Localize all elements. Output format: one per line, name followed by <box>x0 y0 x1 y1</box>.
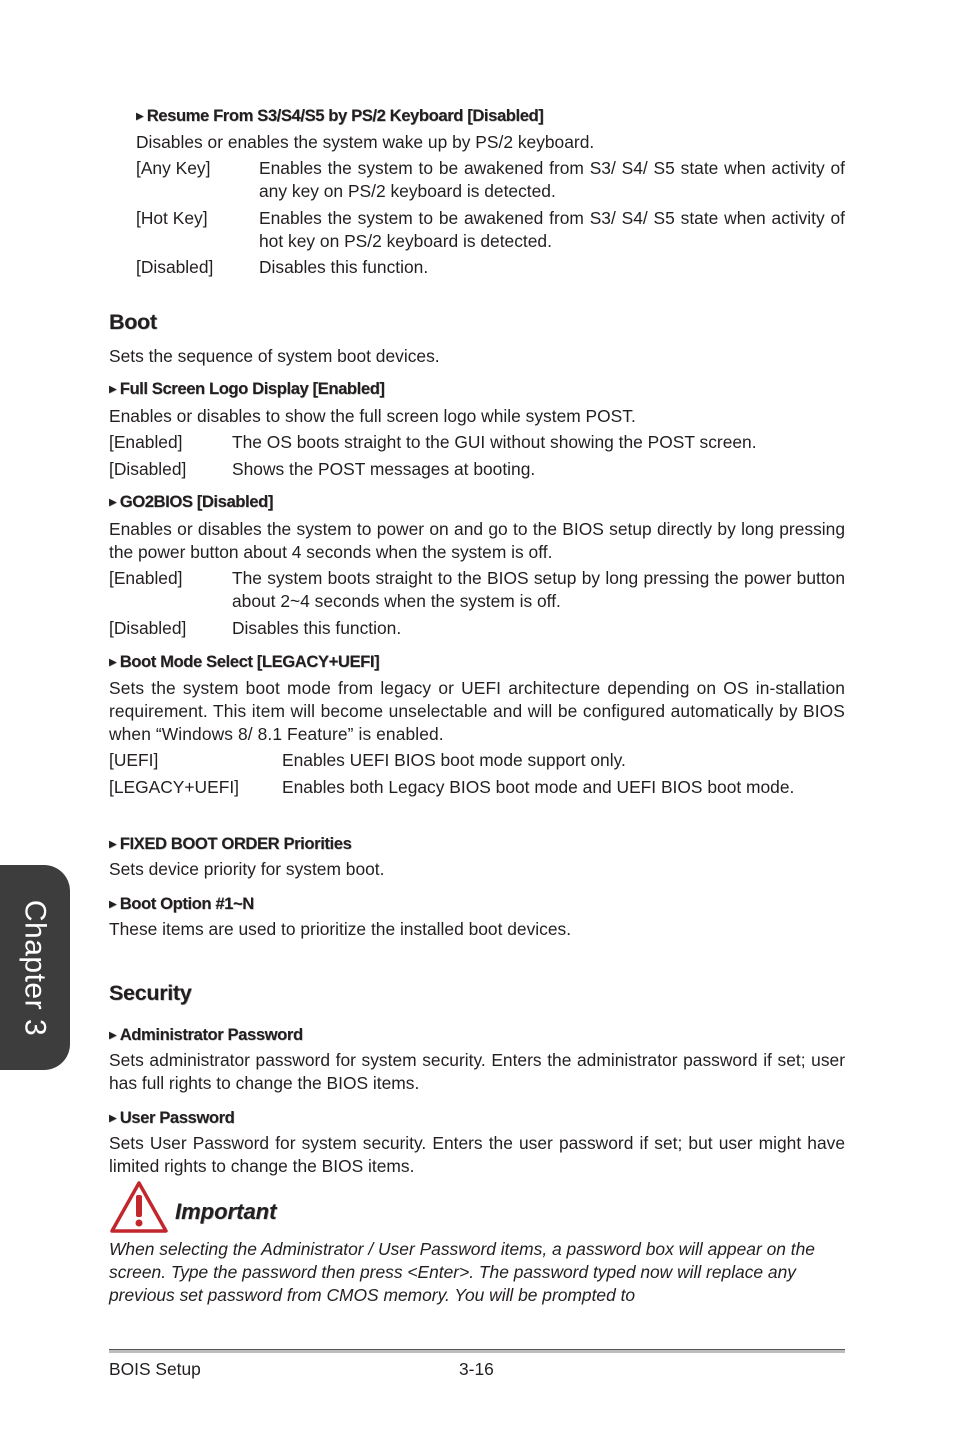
go2bios-desc: Enables or disables the system to power on and go to the BIOS setup directly by long pressing the power button about 4 seconds when the system is off. <box>109 519 845 562</box>
fixed-boot-order-heading <box>109 832 351 856</box>
important-note: When selecting the Administrator / User Password items, a password box will appear on the screen. Type the password then press <Enter>. The password typed now will replace any previous set password from CMOS memory. You will be prompted to <box>109 1239 815 1305</box>
fixed-boot-order-desc: Sets device priority for system boot. <box>109 859 385 879</box>
fixed-boot-order-title: FIXED BOOT ORDER Priorities <box>119 834 352 853</box>
page-number: 3-16 <box>459 1359 494 1379</box>
boot-option-title: Boot Option #1~N <box>119 894 254 913</box>
resume-ps2-desc: Disables or enables the system wake up by PS/2 keyboard. <box>136 132 595 152</box>
option-row <box>136 256 845 279</box>
option-text: Enables the system to be awakened from S3/ S4/ S5 state when activity of any key on PS/2 keyboard is detected. <box>259 158 845 201</box>
boot-option-heading <box>109 892 254 916</box>
triangle-right-icon: ▶ <box>109 1030 117 1041</box>
warning-triangle-icon <box>109 1180 169 1234</box>
chapter-tab-label: Chapter 3 <box>18 899 52 1036</box>
go2bios-heading <box>109 490 273 514</box>
user-password-desc: Sets User Password for system security. Enters the user password if set; but user might have limited rights to change the BIOS items. <box>109 1133 845 1176</box>
option-key: [UEFI] <box>109 750 159 770</box>
option-row <box>136 157 845 203</box>
option-key: [Hot Key] <box>136 208 208 228</box>
admin-password-title: Administrator Password <box>119 1025 303 1044</box>
footer-divider <box>109 1349 845 1353</box>
option-key: [Any Key] <box>136 158 211 178</box>
option-row <box>109 617 845 640</box>
option-key: [Enabled] <box>109 432 183 452</box>
user-password-title: User Password <box>119 1108 235 1127</box>
triangle-right-icon: ▶ <box>109 384 117 395</box>
option-text: Shows the POST messages at booting. <box>232 459 536 479</box>
option-text: Disables this function. <box>232 618 402 638</box>
go2bios-title: GO2BIOS [Disabled] <box>119 492 273 511</box>
boot-mode-heading <box>109 650 379 674</box>
chapter-tab <box>0 865 70 1070</box>
admin-password-heading <box>109 1023 303 1047</box>
option-row <box>109 749 845 772</box>
boot-heading: Boot <box>109 310 157 334</box>
boot-desc: Sets the sequence of system boot devices. <box>109 346 440 366</box>
option-text: The OS boots straight to the GUI without showing the POST screen. <box>232 432 757 452</box>
option-text: Enables UEFI BIOS boot mode support only. <box>282 750 626 770</box>
triangle-right-icon: ▶ <box>109 899 117 910</box>
resume-ps2-title: Resume From S3/S4/S5 by PS/2 Keyboard [Disabled] <box>146 106 544 125</box>
option-key: [Disabled] <box>109 618 187 638</box>
triangle-right-icon: ▶ <box>136 111 144 122</box>
triangle-right-icon: ▶ <box>109 497 117 508</box>
option-row <box>136 207 845 253</box>
admin-password-desc: Sets administrator password for system security. Enters the administrator password if set; user has full rights to change the BIOS items. <box>109 1050 845 1093</box>
full-screen-logo-heading <box>109 377 385 401</box>
option-text: Enables the system to be awakened from S3/ S4/ S5 state when activity of hot key on PS/2 keyboard is detected. <box>259 208 845 251</box>
option-key: [Enabled] <box>109 568 183 588</box>
option-key: [Disabled] <box>109 459 187 479</box>
boot-option-desc: These items are used to prioritize the installed boot devices. <box>109 919 572 939</box>
boot-mode-desc: Sets the system boot mode from legacy or UEFI architecture depending on OS in-stallation requirement. This item will become unselectable and will be configured automatically by BIOS when “Windows 8/ 8.1 Feature” is enabled. <box>109 678 845 744</box>
triangle-right-icon: ▶ <box>109 657 117 668</box>
full-screen-logo-title: Full Screen Logo Display [Enabled] <box>119 379 385 398</box>
security-heading: Security <box>109 981 192 1005</box>
option-text: Enables both Legacy BIOS boot mode and UEFI BIOS boot mode. <box>282 777 795 797</box>
option-text: The system boots straight to the BIOS setup by long pressing the power button about 2~4 seconds when the system is off. <box>232 568 845 611</box>
full-screen-logo-desc: Enables or disables to show the full screen logo while system POST. <box>109 406 636 426</box>
option-row <box>109 458 845 481</box>
boot-mode-title: Boot Mode Select [LEGACY+UEFI] <box>119 652 380 671</box>
resume-ps2-heading <box>136 104 543 128</box>
footer-title: BOIS Setup <box>109 1359 201 1379</box>
option-text: Disables this function. <box>259 257 429 277</box>
option-row <box>109 567 845 613</box>
triangle-right-icon: ▶ <box>109 839 117 850</box>
triangle-right-icon: ▶ <box>109 1113 117 1124</box>
option-key: [Disabled] <box>136 257 214 277</box>
option-row <box>109 431 845 454</box>
option-row <box>109 776 845 822</box>
important-label: Important <box>175 1199 277 1224</box>
option-key: [LEGACY+UEFI] <box>109 777 239 797</box>
user-password-heading <box>109 1106 234 1130</box>
